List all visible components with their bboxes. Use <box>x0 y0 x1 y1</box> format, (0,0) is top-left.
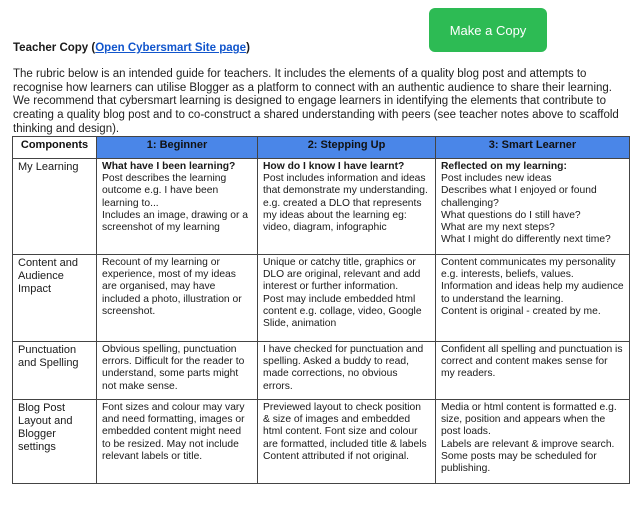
cell-text: Unique or catchy title, graphics or DLO are original, relevant and add interest or further information. <box>263 257 421 293</box>
row-label: My Learning <box>13 159 97 255</box>
header-stepping-up: 2: Stepping Up <box>258 137 436 159</box>
cell-text: What are my next steps? <box>441 222 555 234</box>
rubric-cell <box>436 400 630 484</box>
rubric-cell <box>258 342 436 400</box>
intro-paragraph: The rubric below is an intended guide for teachers. It includes the elements of a quality blog post and attempts to recognise how learners can utilise Blogger as a platform to connect with an authentic audience to share their learning. We recommend that cybersmart learning is designed to engage learners in identifying the elements that contribute to creating a quality blog post and to co-construct a shared understanding with peers (see teacher notes above to scaffold thinking and design). <box>13 68 619 135</box>
cell-text: Post includes information and ideas that demonstrate my understanding. <box>263 173 428 197</box>
cell-title: What have I been learning? <box>102 161 236 172</box>
table-row <box>13 342 630 400</box>
row-label: Blog Post Layout and Blogger settings <box>13 400 97 484</box>
rubric-cell <box>97 342 258 400</box>
cell-text: Post describes the learning outcome e.g. I have been learning to... <box>102 173 227 209</box>
rubric-body <box>13 159 630 484</box>
rubric-cell <box>258 400 436 484</box>
cell-text: Media or html content is formatted e.g. size, position and appears when the post loads. <box>441 402 617 438</box>
cell-title: Reflected on my learning: <box>441 161 567 172</box>
cell-text: Recount of my learning or experience, most of my ideas are organised, may have included a photo, illustration or screenshot. <box>102 257 242 317</box>
cell-text: Post includes new ideas <box>441 173 552 185</box>
rubric-cell <box>97 400 258 484</box>
page-heading <box>13 42 250 54</box>
heading-prefix: Teacher Copy ( <box>13 42 96 54</box>
cell-text: Labels are relevant & improve search. <box>441 438 615 450</box>
rubric-cell <box>436 159 630 255</box>
rubric-cell <box>258 159 436 255</box>
cell-text: I have checked for punctuation and spelling. Asked a buddy to read, made corrections, no obvious errors. <box>263 344 424 392</box>
cell-text: What questions do I still have? <box>441 209 581 221</box>
cell-text: Content communicates my personality e.g. interests, beliefs, values. <box>441 257 616 281</box>
rubric-cell <box>258 255 436 342</box>
make-a-copy-button[interactable]: Make a Copy <box>429 8 547 52</box>
cell-text: Information and ideas help my audience to understand the learning. <box>441 281 624 305</box>
heading-suffix: ) <box>246 42 250 54</box>
cell-text: Font sizes and colour may vary and need formatting, images or embedded content might need to be resized. May not include relevant labels or title. <box>102 402 245 462</box>
cell-title: How do I know I have learnt? <box>263 161 405 172</box>
cell-text: Describes what I enjoyed or found challenging? <box>441 185 597 209</box>
cell-text: e.g. created a DLO that represents my ideas about the learning eg: video, diagram, infographic <box>263 197 422 234</box>
rubric-cell <box>97 255 258 342</box>
rubric-cell <box>436 255 630 342</box>
cell-text: Previewed layout to check position & size of images and embedded html content. Font size and colour are formatted, included title & labels <box>263 402 427 450</box>
cell-text: Some posts may be scheduled for publishing. <box>441 450 597 475</box>
cell-text: Obvious spelling, punctuation errors. Difficult for the reader to understand, some parts might not make sense. <box>102 344 245 392</box>
row-label: Content and Audience Impact <box>13 255 97 342</box>
cell-text: Content is original - created by me. <box>441 305 601 317</box>
cell-text: Includes an image, drawing or a screenshot of my learning <box>102 209 248 234</box>
rubric-table <box>12 136 630 484</box>
cell-text: Post may include embedded html content e.g. collage, video, Google Slide, animation <box>263 293 422 330</box>
cell-text: What I might do differently next time? <box>441 234 611 246</box>
header-components: Components <box>13 137 97 159</box>
cybersmart-site-link[interactable]: Open Cybersmart Site page <box>95 42 247 54</box>
rubric-cell <box>97 159 258 255</box>
table-row <box>13 400 630 484</box>
row-label: Punctuation and Spelling <box>13 342 97 400</box>
header-smart-learner: 3: Smart Learner <box>436 137 630 159</box>
table-row <box>13 159 630 255</box>
rubric-cell <box>436 342 630 400</box>
table-row <box>13 255 630 342</box>
cell-text: Confident all spelling and punctuation is correct and content makes sense for my readers. <box>441 344 623 380</box>
cell-text: Content attributed if not original. <box>263 450 409 462</box>
header-beginner: 1: Beginner <box>97 137 258 159</box>
header-row <box>13 137 630 159</box>
